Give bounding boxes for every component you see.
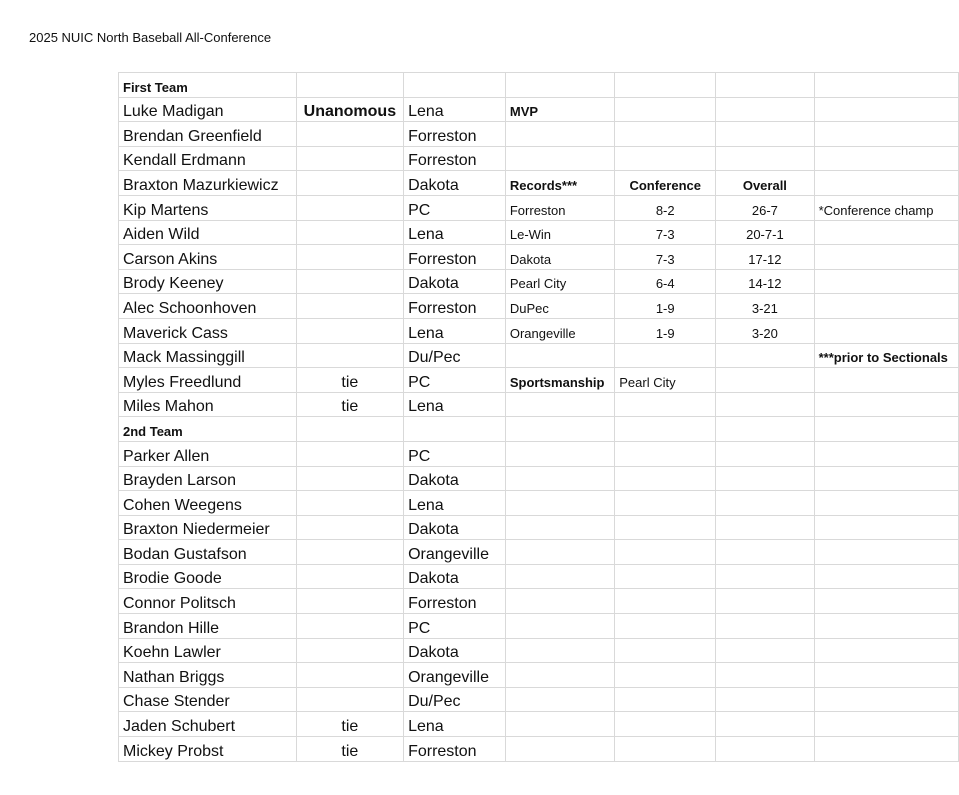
table-cell[interactable]: Brayden Larson: [119, 466, 297, 491]
table-cell[interactable]: [615, 638, 716, 663]
table-cell[interactable]: [296, 220, 403, 245]
table-cell[interactable]: [814, 269, 958, 294]
table-cell[interactable]: [505, 589, 614, 614]
table-cell[interactable]: [814, 73, 958, 98]
table-row: [119, 687, 959, 712]
table-row: [119, 171, 959, 196]
table-row: [119, 220, 959, 245]
table-cell[interactable]: [615, 712, 716, 737]
table-cell[interactable]: [716, 614, 814, 639]
table-cell[interactable]: [505, 540, 614, 565]
table-cell[interactable]: [814, 441, 958, 466]
table-cell[interactable]: 20-7-1: [716, 220, 814, 245]
table-cell[interactable]: [296, 687, 403, 712]
table-row: [119, 368, 959, 393]
table-cell[interactable]: 26-7: [716, 195, 814, 220]
table-cell[interactable]: [505, 343, 614, 368]
table-cell[interactable]: [814, 638, 958, 663]
table-cell[interactable]: [505, 73, 614, 98]
table-row: [119, 491, 959, 516]
table-cell[interactable]: Forreston: [404, 146, 506, 171]
table-cell[interactable]: [505, 466, 614, 491]
table-cell[interactable]: [615, 540, 716, 565]
table-cell[interactable]: [814, 466, 958, 491]
table-cell[interactable]: [716, 417, 814, 442]
table-row: [119, 589, 959, 614]
table-cell[interactable]: [296, 417, 403, 442]
table-cell[interactable]: 17-12: [716, 245, 814, 270]
table-cell[interactable]: [814, 614, 958, 639]
table-cell[interactable]: [814, 392, 958, 417]
table-cell[interactable]: [716, 638, 814, 663]
table-cell[interactable]: [814, 540, 958, 565]
table-cell[interactable]: [814, 294, 958, 319]
table-cell[interactable]: [505, 441, 614, 466]
table-cell[interactable]: First Team: [119, 73, 297, 98]
table-cell[interactable]: [716, 392, 814, 417]
table-cell[interactable]: [404, 73, 506, 98]
table-cell[interactable]: Braxton Mazurkiewicz: [119, 171, 297, 196]
table-cell[interactable]: [615, 663, 716, 688]
table-cell[interactable]: [716, 540, 814, 565]
table-cell[interactable]: [296, 589, 403, 614]
table-cell[interactable]: [814, 589, 958, 614]
table-cell[interactable]: Orangeville: [404, 663, 506, 688]
table-row: [119, 392, 959, 417]
table-row: [119, 294, 959, 319]
table-cell[interactable]: [814, 564, 958, 589]
table-cell[interactable]: [296, 540, 403, 565]
table-cell[interactable]: Dakota: [404, 171, 506, 196]
table-cell[interactable]: [296, 614, 403, 639]
table-cell[interactable]: Dakota: [404, 269, 506, 294]
table-cell[interactable]: [296, 294, 403, 319]
table-cell[interactable]: [814, 368, 958, 393]
table-cell[interactable]: [505, 687, 614, 712]
table-cell[interactable]: [814, 687, 958, 712]
table-cell[interactable]: 7-3: [615, 220, 716, 245]
table-cell[interactable]: Mickey Probst: [119, 737, 297, 762]
table-cell[interactable]: [615, 564, 716, 589]
table-cell[interactable]: Cohen Weegens: [119, 491, 297, 516]
table-cell[interactable]: [615, 122, 716, 147]
table-cell[interactable]: [296, 466, 403, 491]
table-cell[interactable]: [814, 663, 958, 688]
all-conference-table: [118, 72, 959, 762]
table-cell[interactable]: [296, 441, 403, 466]
table-cell[interactable]: Bodan Gustafson: [119, 540, 297, 565]
table-cell[interactable]: Connor Politsch: [119, 589, 297, 614]
table-cell[interactable]: [716, 564, 814, 589]
table-cell[interactable]: Nathan Briggs: [119, 663, 297, 688]
table-cell[interactable]: Dakota: [505, 245, 614, 270]
table-cell[interactable]: [615, 515, 716, 540]
table-cell[interactable]: [716, 589, 814, 614]
table-cell[interactable]: [814, 146, 958, 171]
table-row: [119, 540, 959, 565]
table-cell[interactable]: PC: [404, 368, 506, 393]
table-row: [119, 122, 959, 147]
table-cell[interactable]: tie: [296, 368, 403, 393]
table-cell[interactable]: [615, 146, 716, 171]
table-cell[interactable]: Overall: [716, 171, 814, 196]
table-row: [119, 614, 959, 639]
table-cell[interactable]: Chase Stender: [119, 687, 297, 712]
table-cell[interactable]: [505, 737, 614, 762]
table-cell[interactable]: [716, 466, 814, 491]
table-cell[interactable]: 7-3: [615, 245, 716, 270]
table-cell[interactable]: [296, 73, 403, 98]
table-cell[interactable]: [716, 146, 814, 171]
table-cell[interactable]: Brandon Hille: [119, 614, 297, 639]
table-cell[interactable]: [615, 614, 716, 639]
table-cell[interactable]: Sportsmanship: [505, 368, 614, 393]
table-cell[interactable]: Jaden Schubert: [119, 712, 297, 737]
table-cell[interactable]: tie: [296, 737, 403, 762]
table-cell[interactable]: [615, 73, 716, 98]
table-cell[interactable]: Orangeville: [404, 540, 506, 565]
table-cell[interactable]: Lena: [404, 392, 506, 417]
table-cell[interactable]: Forreston: [505, 195, 614, 220]
table-cell[interactable]: 8-2: [615, 195, 716, 220]
table-cell[interactable]: Le-Win: [505, 220, 614, 245]
table-cell[interactable]: [814, 245, 958, 270]
table-cell[interactable]: [716, 712, 814, 737]
table-cell[interactable]: [296, 491, 403, 516]
table-cell[interactable]: Dakota: [404, 564, 506, 589]
table-row: [119, 638, 959, 663]
table-cell[interactable]: [296, 195, 403, 220]
table-cell[interactable]: [296, 245, 403, 270]
table-cell[interactable]: [814, 515, 958, 540]
table-cell[interactable]: [615, 589, 716, 614]
table-cell[interactable]: [716, 687, 814, 712]
table-cell[interactable]: Du/Pec: [404, 687, 506, 712]
table-cell[interactable]: Forreston: [404, 294, 506, 319]
table-cell[interactable]: Forreston: [404, 245, 506, 270]
table-cell[interactable]: [814, 417, 958, 442]
table-cell[interactable]: [615, 491, 716, 516]
table-cell[interactable]: [296, 146, 403, 171]
table-cell[interactable]: [296, 638, 403, 663]
table-cell[interactable]: Unanomous: [296, 97, 403, 122]
table-row: [119, 195, 959, 220]
table-cell[interactable]: Kip Martens: [119, 195, 297, 220]
table-cell[interactable]: Pearl City: [505, 269, 614, 294]
table-cell[interactable]: tie: [296, 712, 403, 737]
table-cell[interactable]: [716, 122, 814, 147]
table-cell[interactable]: 3-21: [716, 294, 814, 319]
table-cell[interactable]: [814, 737, 958, 762]
table-row: [119, 73, 959, 98]
table-cell[interactable]: [615, 97, 716, 122]
table-row: [119, 515, 959, 540]
table-cell[interactable]: [505, 515, 614, 540]
table-cell[interactable]: Parker Allen: [119, 441, 297, 466]
table-cell[interactable]: Dakota: [404, 515, 506, 540]
table-cell[interactable]: [716, 73, 814, 98]
table-cell[interactable]: [505, 146, 614, 171]
table-cell[interactable]: Carson Akins: [119, 245, 297, 270]
table-cell[interactable]: Kendall Erdmann: [119, 146, 297, 171]
table-cell[interactable]: PC: [404, 441, 506, 466]
table-row: [119, 417, 959, 442]
table-row: [119, 712, 959, 737]
table-cell[interactable]: [615, 417, 716, 442]
table-cell[interactable]: Lena: [404, 97, 506, 122]
table-cell[interactable]: [615, 737, 716, 762]
table-cell[interactable]: 1-9: [615, 318, 716, 343]
table-row: [119, 245, 959, 270]
table-cell[interactable]: [296, 171, 403, 196]
table-cell[interactable]: Koehn Lawler: [119, 638, 297, 663]
table-cell[interactable]: 6-4: [615, 269, 716, 294]
table-cell[interactable]: [615, 343, 716, 368]
table-cell[interactable]: [505, 392, 614, 417]
table-cell[interactable]: PC: [404, 195, 506, 220]
table-row: [119, 343, 959, 368]
table-body: [119, 73, 959, 762]
table-cell[interactable]: [716, 737, 814, 762]
table-cell[interactable]: 1-9: [615, 294, 716, 319]
table-cell[interactable]: Lena: [404, 220, 506, 245]
table-cell[interactable]: Dakota: [404, 466, 506, 491]
table-cell[interactable]: [296, 122, 403, 147]
table-cell[interactable]: DuPec: [505, 294, 614, 319]
table-cell[interactable]: [716, 343, 814, 368]
table-row: [119, 269, 959, 294]
table-cell[interactable]: Brendan Greenfield: [119, 122, 297, 147]
table-cell[interactable]: Maverick Cass: [119, 318, 297, 343]
table-row: [119, 318, 959, 343]
table-cell[interactable]: [505, 491, 614, 516]
table-row: [119, 97, 959, 122]
table-cell[interactable]: Brody Keeney: [119, 269, 297, 294]
table-cell[interactable]: Lena: [404, 318, 506, 343]
table-cell[interactable]: [814, 171, 958, 196]
table-cell[interactable]: Aiden Wild: [119, 220, 297, 245]
table-cell[interactable]: [505, 122, 614, 147]
table-cell[interactable]: [505, 417, 614, 442]
table-cell[interactable]: Myles Freedlund: [119, 368, 297, 393]
table-cell[interactable]: Lena: [404, 712, 506, 737]
table-cell[interactable]: [814, 318, 958, 343]
table-cell[interactable]: [505, 663, 614, 688]
table-cell[interactable]: Pearl City: [615, 368, 716, 393]
table-cell[interactable]: [716, 97, 814, 122]
table-cell[interactable]: [404, 417, 506, 442]
table-cell[interactable]: [716, 515, 814, 540]
table-row: [119, 564, 959, 589]
table-row: [119, 466, 959, 491]
table-cell[interactable]: [296, 564, 403, 589]
table-cell[interactable]: Du/Pec: [404, 343, 506, 368]
table-cell[interactable]: [814, 712, 958, 737]
table-cell[interactable]: [615, 466, 716, 491]
table-cell[interactable]: tie: [296, 392, 403, 417]
table-cell[interactable]: [716, 663, 814, 688]
table-row: [119, 146, 959, 171]
table-cell[interactable]: Alec Schoonhoven: [119, 294, 297, 319]
table-cell[interactable]: Forreston: [404, 589, 506, 614]
page-title: 2025 NUIC North Baseball All-Conference: [29, 30, 272, 45]
table-cell[interactable]: PC: [404, 614, 506, 639]
table-cell[interactable]: Miles Mahon: [119, 392, 297, 417]
table-cell[interactable]: Forreston: [404, 737, 506, 762]
table-cell[interactable]: 2nd Team: [119, 417, 297, 442]
table-cell[interactable]: [716, 491, 814, 516]
table-cell[interactable]: 3-20: [716, 318, 814, 343]
table-cell[interactable]: Records***: [505, 171, 614, 196]
table-cell[interactable]: [716, 368, 814, 393]
table-row: [119, 737, 959, 762]
table-cell[interactable]: [814, 97, 958, 122]
table-cell[interactable]: [505, 564, 614, 589]
table-row: [119, 441, 959, 466]
table-cell[interactable]: [296, 515, 403, 540]
table-cell[interactable]: Brodie Goode: [119, 564, 297, 589]
table-cell[interactable]: ***prior to Sectionals: [814, 343, 958, 368]
table-cell[interactable]: [296, 318, 403, 343]
table-cell[interactable]: [814, 122, 958, 147]
table-cell[interactable]: Dakota: [404, 638, 506, 663]
table-cell[interactable]: Braxton Niedermeier: [119, 515, 297, 540]
table-cell[interactable]: *Conference champ: [814, 195, 958, 220]
table-cell[interactable]: [615, 687, 716, 712]
table-cell[interactable]: [296, 663, 403, 688]
table-cell[interactable]: Conference: [615, 171, 716, 196]
table-cell[interactable]: [505, 614, 614, 639]
table-cell[interactable]: Orangeville: [505, 318, 614, 343]
table-cell[interactable]: [814, 220, 958, 245]
table-cell[interactable]: Lena: [404, 491, 506, 516]
table-cell[interactable]: [615, 392, 716, 417]
table-cell[interactable]: [814, 491, 958, 516]
table-cell[interactable]: Mack Massinggill: [119, 343, 297, 368]
table-row: [119, 663, 959, 688]
table-cell[interactable]: [296, 269, 403, 294]
table-cell[interactable]: Forreston: [404, 122, 506, 147]
table-cell[interactable]: Luke Madigan: [119, 97, 297, 122]
table-cell[interactable]: MVP: [505, 97, 614, 122]
table-cell[interactable]: [615, 441, 716, 466]
table-cell[interactable]: 14-12: [716, 269, 814, 294]
table-cell[interactable]: [716, 441, 814, 466]
table-cell[interactable]: [296, 343, 403, 368]
table-cell[interactable]: [505, 638, 614, 663]
table-cell[interactable]: [505, 712, 614, 737]
